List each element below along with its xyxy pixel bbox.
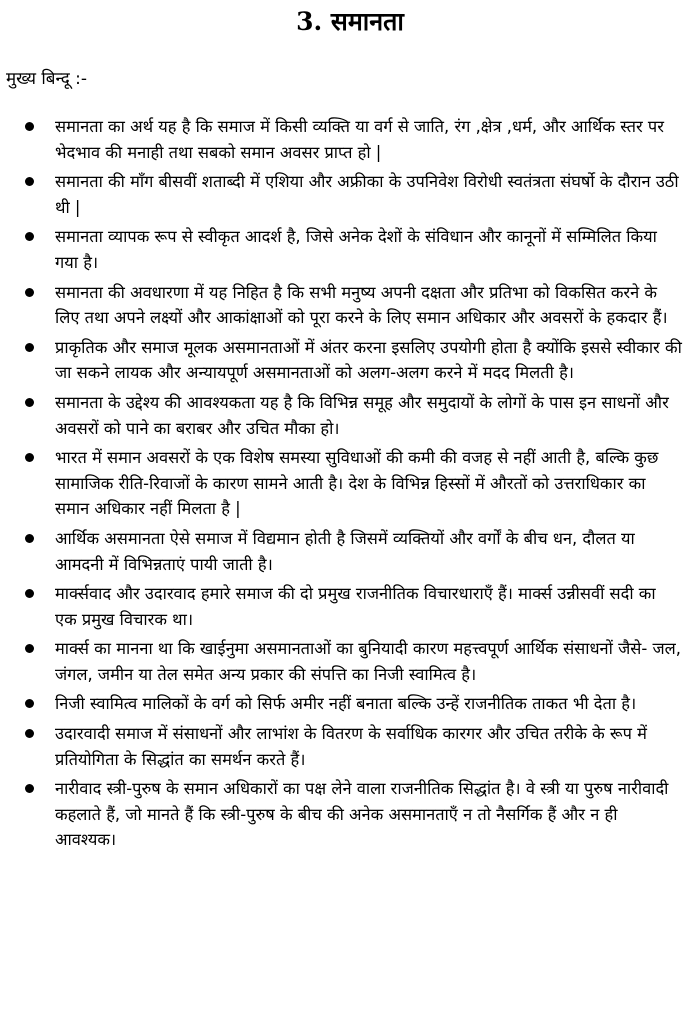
point-text: मार्क्स का मानना था कि खाईनुमा असमानताओं का बुनियादी कारण महत्त्वपूर्ण आर्थिक संसाधनों जैसे- जल, जंगल, जमीन या तेल समेत अन्य प्रकार की संपत्ति का निजी स्वामित्व है। bbox=[55, 639, 681, 684]
list-item bbox=[0, 114, 700, 165]
section-subheading: मुख्य बिन्दू :- bbox=[6, 69, 88, 89]
bullet-icon bbox=[25, 729, 34, 738]
bullet-icon bbox=[25, 398, 34, 407]
list-item bbox=[0, 581, 700, 632]
list-item bbox=[0, 445, 700, 522]
list-item bbox=[0, 224, 700, 275]
key-points-list bbox=[0, 114, 700, 857]
bullet-icon bbox=[25, 699, 34, 708]
list-item bbox=[0, 169, 700, 220]
bullet-icon bbox=[25, 232, 34, 241]
point-text: निजी स्वामित्व मालिकों के वर्ग को सिर्फ अमीर नहीं बनाता बल्कि उन्हें राजनीतिक ताकत भी देता है। bbox=[55, 694, 637, 714]
point-text: समानता की अवधारणा में यह निहित है कि सभी मनुष्य अपनी दक्षता और प्रतिभा को विकसित करने के लिए तथा अपने लक्ष्यों और आकांक्षाओं को पूरा करने के लिए समान अधिकार और अवसरों के हकदार हैं। bbox=[55, 282, 668, 328]
bullet-icon bbox=[25, 534, 34, 543]
point-text: समानता के उद्देश्य की आवश्यकता यह है कि विभिन्न समूह और समुदायों के लोगों के पास इन साधनों और अवसरों को पाने का बराबर और उचित मौका हो। bbox=[55, 392, 669, 438]
list-item bbox=[0, 691, 700, 717]
point-text: प्राकृतिक और समाज मूलक असमानताओं में अंतर करना इसलिए उपयोगी होता है क्योंकि इससे स्वीकार की जा सकने लायक और अन्यायपूर्ण असमानताओं को अलग-अलग करने में मदद मिलती है। bbox=[55, 337, 682, 383]
list-item bbox=[0, 390, 700, 441]
point-text: समानता का अर्थ यह है कि समाज में किसी व्यक्ति या वर्ग से जाति, रंग ,क्षेत्र ,धर्म, और आर्थिक स्तर पर भेदभाव की मनाही तथा सबको समान अवसर प्राप्त हो | bbox=[55, 117, 664, 162]
page-title: 3. समानता bbox=[296, 7, 404, 36]
bullet-icon bbox=[25, 343, 34, 352]
bullet-icon bbox=[25, 122, 34, 131]
point-text: नारीवाद स्त्री-पुरुष के समान अधिकारों का पक्ष लेने वाला राजनीतिक सिद्धांत है। वे स्त्री या पुरुष नारीवादी कहलाते हैं, जो मानते हैं कि स्त्री-पुरुष के बीच की अनेक असमानताएँ न तो नैसर्गिक हैं और न ही आवश्यक। bbox=[55, 779, 669, 850]
list-item bbox=[0, 721, 700, 772]
point-text: मार्क्सवाद और उदारवाद हमारे समाज की दो प्रमुख राजनीतिक विचारधाराएँ हैं। मार्क्स उन्नीसवीं सदी का एक प्रमुख विचारक था। bbox=[55, 584, 656, 629]
list-item bbox=[0, 776, 700, 853]
bullet-icon bbox=[25, 288, 34, 297]
point-text: समानता की माँग बीसवीं शताब्दी में एशिया और अफ्रीका के उपनिवेश विरोधी स्वतंत्रता संघर्षो के दौरान उठी थी | bbox=[55, 172, 679, 217]
bullet-icon bbox=[25, 177, 34, 186]
bullet-icon bbox=[25, 784, 34, 793]
point-text: आर्थिक असमानता ऐसे समाज में विद्यमान होती है जिसमें व्यक्तियों और वर्गों के बीच धन, दौलत या आमदनी में विभिन्नताएं पायी जाती है। bbox=[55, 528, 635, 574]
point-text: उदारवादी समाज में संसाधनों और लाभांश के वितरण के सर्वाधिक कारगर और उचित तरीके के रूप में प्रतियोगिता के सिद्धांत का समर्थन करते हैं। bbox=[55, 724, 647, 769]
bullet-icon bbox=[25, 644, 34, 653]
list-item bbox=[0, 335, 700, 386]
bullet-icon bbox=[25, 453, 34, 462]
bullet-icon bbox=[25, 589, 34, 598]
list-item bbox=[0, 636, 700, 687]
list-item bbox=[0, 526, 700, 577]
point-text: भारत में समान अवसरों के एक विशेष समस्या सुविधाओं की कमी की वजह से नहीं आती है, बल्कि कुछ सामाजिक रीति-रिवाजों के कारण सामने आती है। देश के विभिन्न हिस्सों में औरतों को उत्तराधिकार का समान अधिकार नहीं मिलता है | bbox=[55, 448, 659, 519]
point-text: समानता व्यापक रूप से स्वीकृत आदर्श है, जिसे अनेक देशों के संविधान और कानूनों में सम्मिलित किया गया है। bbox=[55, 227, 657, 272]
list-item bbox=[0, 280, 700, 331]
